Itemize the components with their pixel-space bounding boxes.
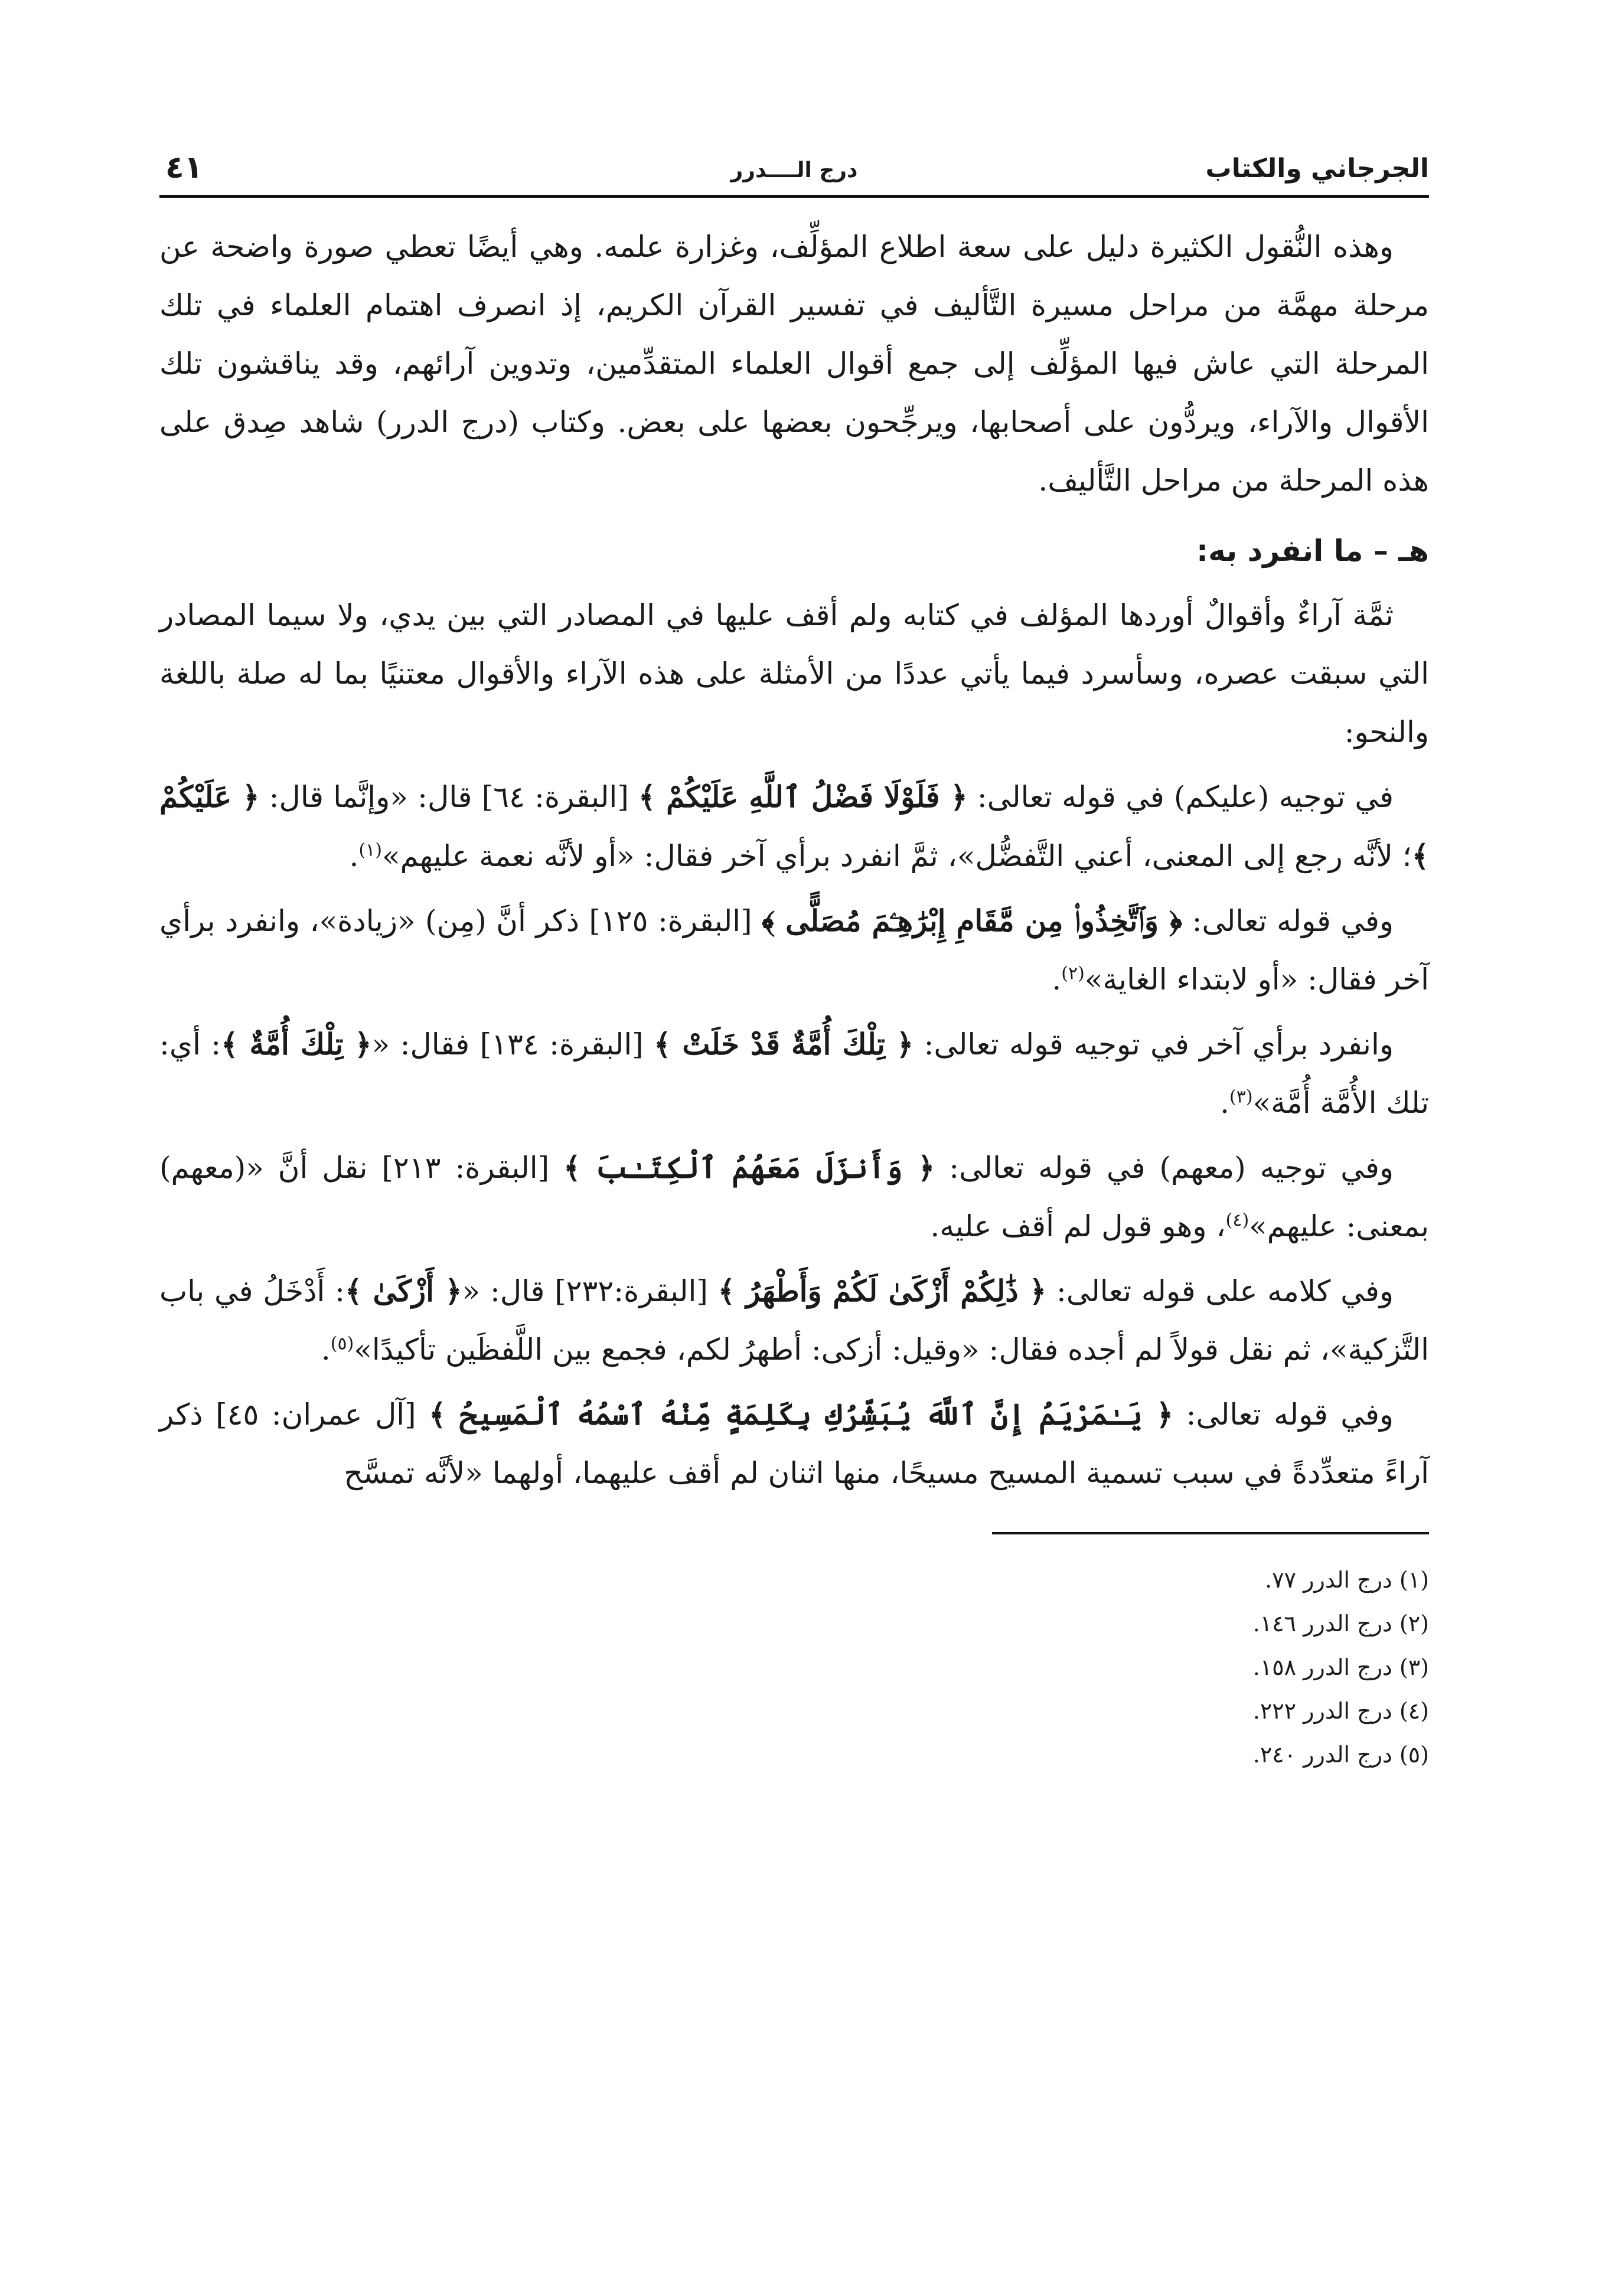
footnote-item: (٥) درج الدرر ٢٤٠.	[1252, 1742, 1429, 1768]
text-run: وانفرد برأي آخر في توجيه قوله تعالى:	[913, 1027, 1394, 1062]
text-run: [البقرة: ١٢٥] ذكر أنَّ (مِن) «زيادة»، وانفرد برأي آخر فقال: «أو لابتداء الغاية»	[159, 904, 1429, 997]
paragraph-1: وهذه النُّقول الكثيرة دليل على سعة اطلاع المؤلِّف، وغزارة علمه. وهي أيضًا تعطي صورة واضحة عن مرحلة مهمَّة من مراحل مسيرة التَّأليف في تفسير القرآن الكريم، إذ انصرف اهتمام العلماء في تلك المرحلة التي عاش فيها المؤلِّف إلى جمع أقوال العلماء المتقدِّمين، وتدوين آرائهم، وقد يناقشون تلك الأقوال والآراء، ويردُّون على أصحابها، ويرجِّحون بعضها على بعض. وكتاب (درج الدرر) شاهد صِدق على هذه المرحلة من مراحل التَّأليف.	[159, 230, 1429, 498]
paragraph-7: وفي كلامه على قوله تعالى: ﴿ ذَٰلِكُمْ أَزْكَىٰ لَكُمْ وَأَطْهَرُ ﴾ [البقرة:٢٣٢] قال: «﴿ أَزْكَىٰ ﴾: أَدْخَلُ في باب التَّزكية»، ثم نقل قولاً لم أجده فقال: «وقيل: أزكى: أطهرُ لكم، فجمع بين اللَّفظَين تأكيدًا»$^{(٥)}$.	[159, 1273, 1429, 1367]
text-run: وفي كلامه على قوله تعالى:	[1046, 1274, 1394, 1308]
body-text	[159, 218, 1429, 1503]
text-run: ؛ لأنَّه رجع إلى المعنى، أعني التَّفضُّل»، ثمَّ انفرد برأي آخر فقال: «أو لأنَّه نعمة عليهم»	[382, 839, 1412, 873]
footnote-ref: (٢)	[1061, 963, 1085, 984]
footnote-ref: (٣)	[1229, 1086, 1253, 1108]
quran-verse: ﴿ فَلَوْلَا فَضْلُ ٱللَّهِ عَلَيْكُمْ ﴾	[638, 779, 968, 814]
quran-verse: ﴿ أَزْكَىٰ ﴾	[344, 1273, 462, 1308]
text-run: [آل عمران: ٤٥] ذكر آراءً متعدِّدةً في سبب تسمية المسيح مسيحًا، منها اثنان لم أقف عليهما، أولهما «لأنَّه تمسَّح	[159, 1397, 1429, 1490]
footnote-ref: (٤)	[1225, 1210, 1249, 1231]
paragraph-6	[159, 1138, 1429, 1256]
footnotes	[159, 1558, 1429, 1776]
quran-verse: ﴿ تِلْكَ أُمَّةٌ ﴾	[221, 1027, 372, 1062]
text-run: : أَدْخَلُ في باب التَّزكية»، ثم نقل قولاً لم أجده فقال: «وقيل: أزكى: أطهرُ لكم، فجمع بين اللَّفظَين تأكيدًا»	[159, 1274, 1429, 1367]
text-run: : أي: تلك الأُمَّة أُمَّة»	[159, 1027, 1429, 1120]
text-run: وفي قوله تعالى:	[1173, 1397, 1394, 1432]
quran-verse: ﴿ تِلْكَ أُمَّةٌ قَدْ خَلَتْ ﴾	[654, 1027, 914, 1062]
footnote-item: (١) درج الدرر ٧٧.	[1265, 1567, 1429, 1593]
text-run: ، وهو قول لم أقف عليه.	[930, 1209, 1226, 1243]
chapter-title: الجرجاني والكتاب	[1205, 153, 1429, 184]
text-run: [البقرة: ٢١٣] نقل أنَّ «(معهم) بمعنى: عليهم»	[159, 1151, 1429, 1243]
footnote-ref: (٥)	[330, 1333, 354, 1354]
book-title: درج الــــدرر	[730, 158, 858, 182]
text-run: [البقرة: ٦٤] قال: «وإنَّما قال:	[259, 780, 639, 814]
footnote-item: (٣) درج الدرر ١٥٨.	[1252, 1654, 1429, 1680]
footnote-divider	[992, 1532, 1429, 1534]
paragraph-2: ثمَّة آراءٌ وأقوالٌ أوردها المؤلف في كتابه ولم أقف عليها في المصادر التي بين يدي، ولا سيما المصادر التي سبقت عصره، وسأسرد فيما يأتي عددًا من الأمثلة على هذه الآراء والأقوال معتنيًا بما له صلة باللغة والنحو:	[159, 598, 1429, 749]
footnote-item: (٢) درج الدرر ١٤٦.	[1252, 1611, 1429, 1637]
quran-verse: ﴿ عَلَيْكُمْ ﴾	[159, 779, 1429, 873]
running-header	[159, 148, 1429, 198]
quran-verse: ﴿ يَـٰمَرْيَمُ إِنَّ ٱللَّهَ يُبَشِّرُكِ بِكَلِمَةٍ مِّنْهُ ٱسْمُهُ ٱلْمَسِيحُ ﴾	[429, 1397, 1174, 1432]
section-heading: هـ – ما انفرد به:	[1196, 534, 1429, 568]
text-run: في توجيه (عليكم) في قوله تعالى:	[967, 780, 1394, 814]
paragraph-3: في توجيه (عليكم) في قوله تعالى: ﴿ فَلَوْلَا فَضْلُ ٱللَّهِ عَلَيْكُمْ ﴾ [البقرة: ٦٤] قال: «وإنَّما قال: ﴿ عَلَيْكُمْ ﴾؛ لأنَّه رجع إلى المعنى، أعني التَّفضُّل»، ثمَّ انفرد برأي آخر فقال: «أو لأنَّه نعمة عليهم»$^{(١)}$.	[159, 779, 1429, 873]
text-run: [البقرة:٢٣٢] قال: «	[462, 1274, 718, 1308]
quran-verse: ﴿ وَٱتَّخِذُوا۟ مِن مَّقَامِ إِبْرَٰهِـۧمَ مُصَلًّى ﴾	[762, 903, 1183, 938]
quran-verse: ﴿ ذَٰلِكُمْ أَزْكَىٰ لَكُمْ وَأَطْهَرُ ﴾	[717, 1273, 1047, 1308]
paragraph-4: وفي قوله تعالى: ﴿ وَٱتَّخِذُوا۟ مِن مَّقَامِ إِبْرَٰهِـۧمَ مُصَلًّى ﴾ [البقرة: ١٢٥] ذكر أنَّ (مِن) «زيادة»، وانفرد برأي آخر فقال: «أو لابتداء الغاية»$^{(٢)}$.	[159, 903, 1429, 997]
text-run: [البقرة: ١٣٤] فقال: «	[371, 1027, 654, 1062]
paragraph-8	[159, 1385, 1429, 1503]
book-page	[159, 148, 1429, 2184]
text-run: وفي توجيه (معهم) في قوله تعالى:	[935, 1151, 1394, 1185]
footnote-ref: (١)	[358, 840, 383, 861]
quran-verse: ﴿ وَأَنزَلَ مَعَهُمُ ٱلْكِتَـٰبَ ﴾	[563, 1150, 935, 1185]
footnote-item: (٤) درج الدرر ٢٢٢.	[1252, 1698, 1429, 1724]
text-run: وفي قوله تعالى:	[1182, 904, 1394, 938]
page-number: ٤١	[165, 150, 203, 185]
paragraph-5: وانفرد برأي آخر في توجيه قوله تعالى: ﴿ تِلْكَ أُمَّةٌ قَدْ خَلَتْ ﴾ [البقرة: ١٣٤] فقال: «﴿ تِلْكَ أُمَّةٌ ﴾: أي: تلك الأُمَّة أُمَّة»$^{(٣)}$.	[159, 1027, 1429, 1120]
